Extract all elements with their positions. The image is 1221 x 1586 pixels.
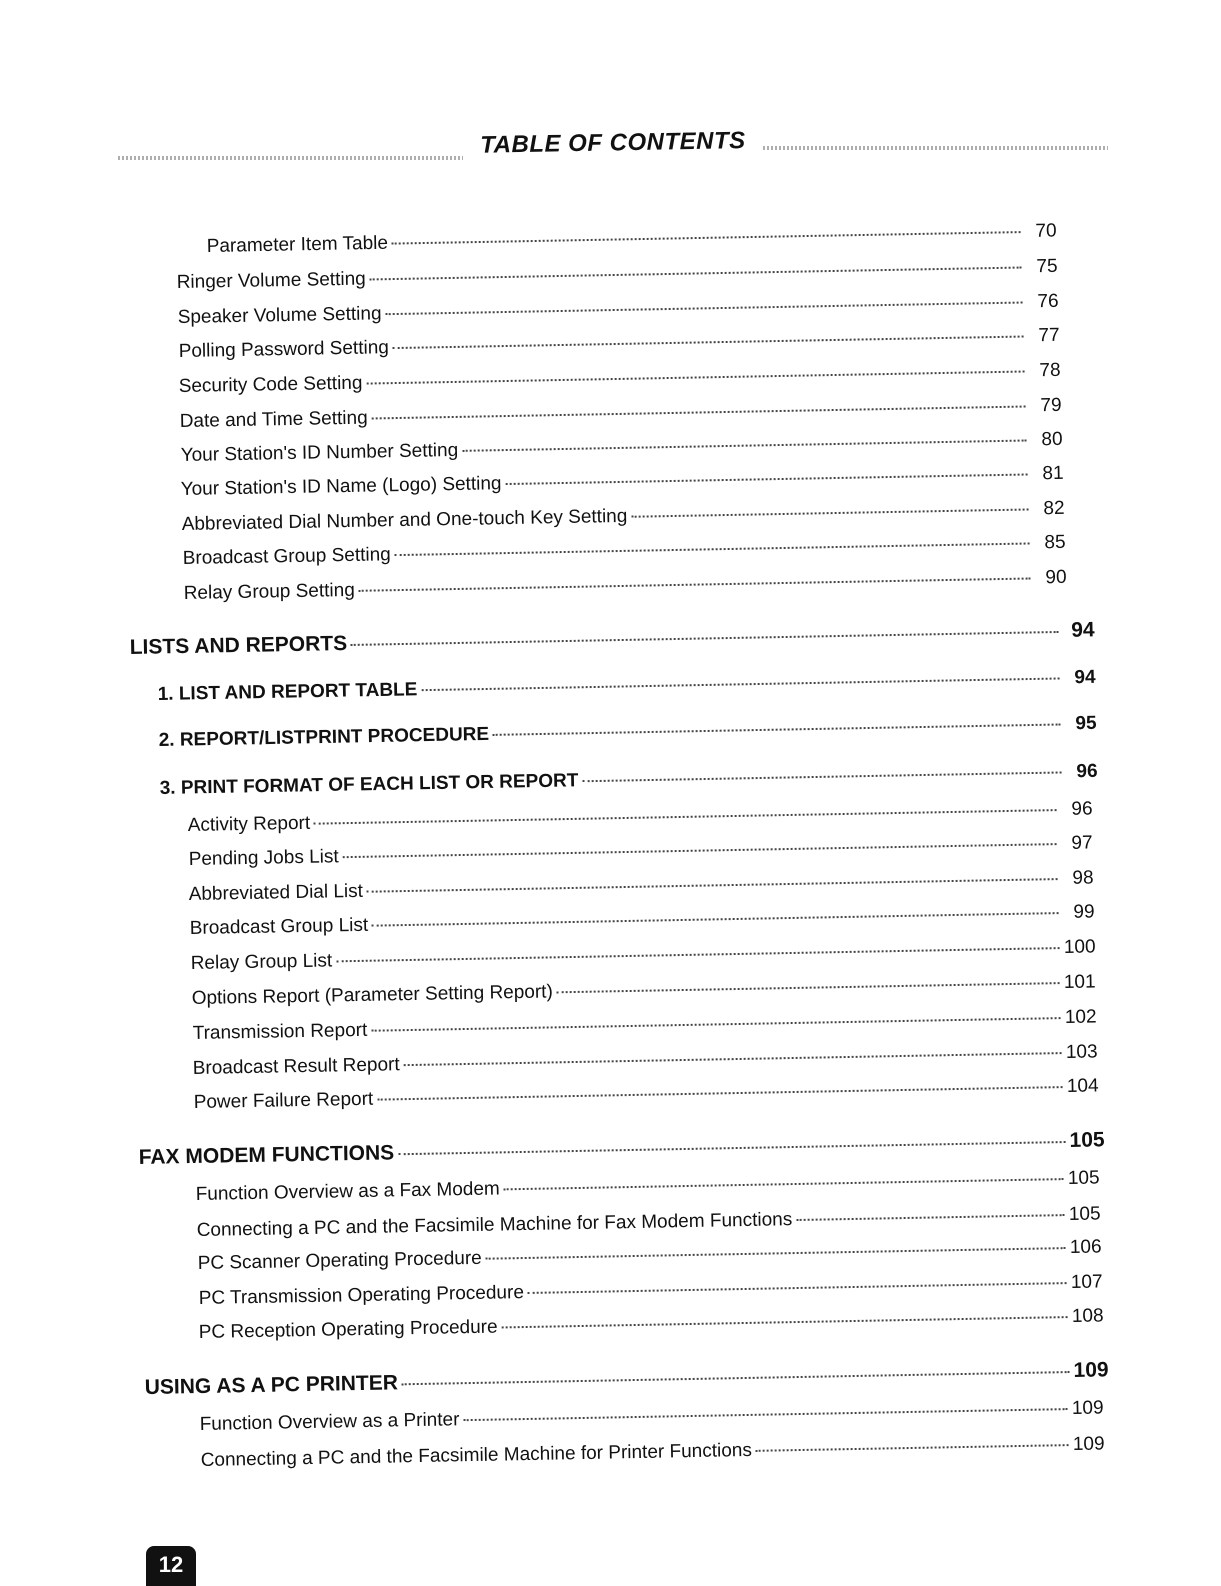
dot-leader: [582, 771, 1061, 782]
toc-entry-label: Power Failure Report: [193, 1088, 374, 1114]
dot-leader: [398, 1141, 1065, 1155]
dot-leader: [504, 1178, 1064, 1190]
toc-entry-page: 82: [1043, 497, 1065, 520]
dot-leader: [557, 982, 1060, 993]
toc-subsection[interactable]: [158, 667, 1096, 710]
toc-entry-label: Polling Password Setting: [178, 337, 390, 363]
toc-section-label: USING AS A PC PRINTER: [144, 1371, 399, 1400]
dot-leader: [502, 1316, 1068, 1328]
toc-entry-label: Connecting a PC and the Facsimile Machine for Printer Functions: [200, 1439, 753, 1472]
toc-entry-label: Ringer Volume Setting: [176, 268, 366, 294]
toc-entry[interactable]: [181, 463, 1064, 505]
toc-entry-page: 96: [1071, 798, 1093, 820]
dot-leader: [796, 1214, 1064, 1221]
dot-leader: [386, 302, 1023, 316]
dot-leader: [392, 231, 1021, 245]
toc-entry-page: 97: [1071, 832, 1093, 854]
dot-leader: [377, 1086, 1062, 1101]
toc-entry-page: 109: [1072, 1433, 1105, 1456]
toc-section[interactable]: [130, 618, 1095, 662]
toc-entry-label: Function Overview as a Printer: [199, 1409, 460, 1436]
toc-entry-label: Relay Group Setting: [183, 579, 355, 605]
toc-entry[interactable]: [196, 1167, 1100, 1210]
toc-entry-page: 103: [1065, 1041, 1098, 1063]
toc-entry-label: Options Report (Parameter Setting Report): [191, 981, 554, 1010]
toc-entry[interactable]: [177, 256, 1058, 298]
dot-leader: [336, 947, 1059, 962]
dot-leader: [393, 336, 1024, 350]
toc-entry[interactable]: [179, 325, 1060, 367]
toc-entry[interactable]: [201, 1433, 1105, 1476]
dot-leader: [314, 809, 1056, 825]
toc-subsection-label: 2. REPORT/LISTPRINT PROCEDURE: [158, 723, 490, 752]
toc-entry-label: Connecting a PC and the Facsimile Machine for Fax Modem Functions: [196, 1209, 793, 1242]
dot-leader: [402, 1371, 1070, 1385]
toc-section[interactable]: [145, 1358, 1109, 1402]
toc-entry[interactable]: [193, 1006, 1097, 1049]
toc-entry[interactable]: [200, 1397, 1104, 1440]
toc-entry[interactable]: [199, 1305, 1104, 1348]
dot-leader: [366, 370, 1024, 384]
toc-section[interactable]: [139, 1128, 1105, 1172]
dot-leader: [372, 912, 1058, 927]
toc-entry-page: 78: [1039, 359, 1061, 382]
toc-entry-label: Function Overview as a Fax Modem: [195, 1178, 500, 1206]
toc-section-page: 94: [1071, 618, 1095, 642]
toc-subsection-page: 95: [1075, 712, 1097, 735]
toc-subsection-page: 96: [1076, 760, 1098, 783]
toc-entry-label: Parameter Item Table: [206, 232, 389, 258]
toc-entry-label: Speaker Volume Setting: [177, 303, 382, 329]
toc-entry-page: 99: [1073, 901, 1095, 923]
dot-leader: [371, 1017, 1060, 1032]
toc-entry-page: 108: [1071, 1305, 1104, 1327]
dot-leader: [756, 1444, 1069, 1452]
toc-subsection-label: 3. PRINT FORMAT OF EACH LIST OR REPORT: [159, 770, 579, 800]
toc-entry-page: 104: [1066, 1075, 1099, 1097]
dot-leader: [463, 1408, 1067, 1421]
toc-entry-page: 105: [1067, 1167, 1100, 1190]
toc-entry-page: 90: [1045, 566, 1067, 589]
toc-entry-label: Your Station's ID Number Setting: [180, 439, 459, 467]
toc-entry[interactable]: [179, 360, 1061, 402]
dot-leader: [372, 405, 1026, 419]
dot-leader: [528, 1282, 1067, 1294]
toc-entry-page: 85: [1044, 531, 1066, 554]
toc-entry-page: 100: [1063, 936, 1096, 958]
toc-entry[interactable]: [192, 971, 1096, 1014]
toc-entry-label: PC Transmission Operating Procedure: [198, 1282, 525, 1310]
toc-entry-page: 81: [1042, 462, 1064, 485]
toc-entry-label: Your Station's ID Name (Logo) Setting: [180, 473, 502, 501]
toc-entry[interactable]: [184, 567, 1067, 609]
toc-entry-page: 77: [1038, 324, 1060, 347]
toc-entry-label: Date and Time Setting: [179, 407, 368, 433]
toc-entry-page: 109: [1071, 1397, 1104, 1420]
toc-subsection[interactable]: [159, 713, 1097, 756]
toc-entry-label: Broadcast Group Setting: [182, 544, 391, 570]
toc-entry-label: Activity Report: [187, 812, 311, 837]
toc-entry-page: 75: [1036, 255, 1058, 278]
toc-entry-label: Security Code Setting: [178, 372, 363, 398]
dot-leader: [493, 723, 1061, 735]
page-title: TABLE OF CONTENTS: [480, 127, 746, 159]
dot-leader: [351, 631, 1059, 646]
toc-entry-label: Broadcast Group List: [189, 914, 369, 940]
toc-entry-page: 79: [1040, 394, 1062, 417]
toc-entry-label: PC Scanner Operating Procedure: [197, 1247, 482, 1275]
toc-entry[interactable]: [207, 220, 1057, 262]
toc-entry-page: 105: [1068, 1203, 1101, 1226]
toc-entry-label: Pending Jobs List: [188, 846, 339, 871]
dot-leader: [486, 1247, 1066, 1260]
toc-section-page: 105: [1069, 1128, 1105, 1152]
toc-entry-page: 80: [1041, 428, 1063, 451]
toc-entry[interactable]: [191, 936, 1096, 979]
toc-subsection[interactable]: [160, 761, 1098, 804]
toc-subsection-label: 1. LIST AND REPORT TABLE: [157, 679, 418, 706]
dot-leader: [395, 542, 1030, 556]
toc-entry[interactable]: [189, 832, 1093, 875]
dot-leader: [421, 677, 1059, 691]
toc-entry-page: 101: [1063, 971, 1096, 994]
dot-leader: [631, 508, 1028, 517]
dot-leader: [343, 843, 1057, 858]
toc-entry-page: 70: [1035, 220, 1057, 242]
toc-entry-label: Broadcast Result Report: [192, 1054, 400, 1080]
toc-subsection-page: 94: [1074, 666, 1096, 689]
toc-entry-label: Abbreviated Dial Number and One-touch Key Setting: [181, 505, 628, 536]
dot-leader: [367, 878, 1058, 893]
dot-leader: [404, 1052, 1062, 1066]
dot-leader: [370, 267, 1022, 281]
toc-section-label: FAX MODEM FUNCTIONS: [138, 1141, 395, 1170]
toc-entry[interactable]: [190, 901, 1095, 944]
toc-section-label: LISTS AND REPORTS: [129, 632, 348, 660]
toc-entry-label: PC Reception Operating Procedure: [198, 1316, 498, 1344]
toc-entry-label: Transmission Report: [192, 1019, 368, 1045]
toc-entry-label: Relay Group List: [190, 950, 333, 975]
toc-section-page: 109: [1073, 1358, 1109, 1382]
page-number-badge: 12: [146, 1546, 196, 1586]
toc-entry-page: 98: [1072, 867, 1094, 889]
dot-leader: [505, 473, 1027, 485]
dot-leader: [462, 439, 1026, 451]
toc-entry-page: 106: [1069, 1236, 1102, 1259]
dot-leader: [359, 577, 1031, 591]
toc-entry-label: Abbreviated Dial List: [188, 880, 364, 906]
toc-entry-page: 76: [1037, 290, 1059, 313]
toc-entry[interactable]: [183, 532, 1066, 574]
toc-entry[interactable]: [194, 1075, 1099, 1118]
toc-entry-page: 107: [1070, 1271, 1103, 1294]
toc-entry-page: 102: [1064, 1006, 1097, 1029]
